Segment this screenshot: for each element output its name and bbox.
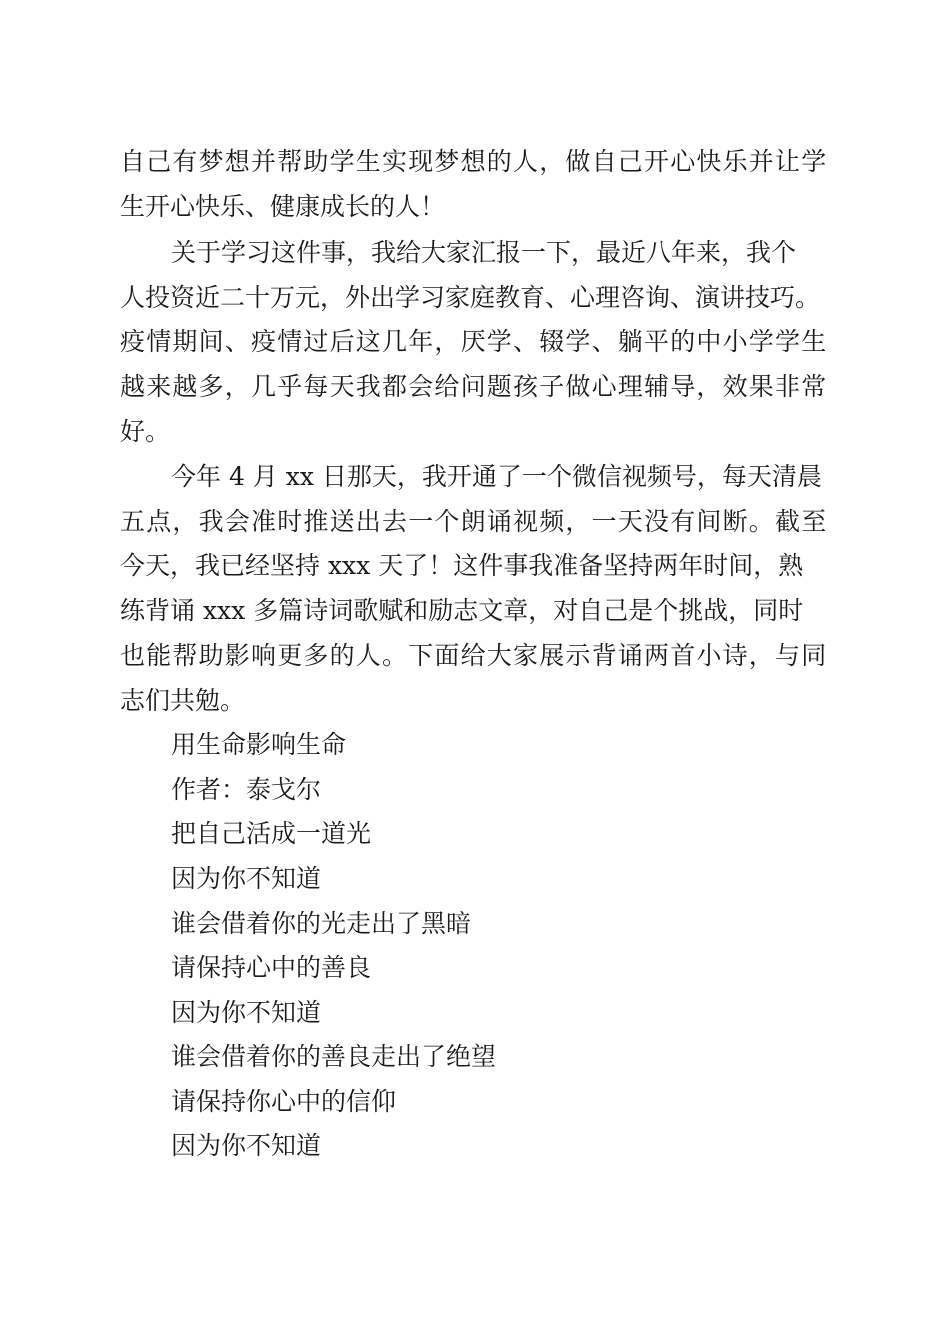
paragraph-line: 志们共勉。 xyxy=(120,686,246,715)
paragraph-line: 人投资近二十万元，外出学习家庭教育、心理咨询、演讲技巧。 xyxy=(120,283,821,312)
paragraph-line: 生开心快乐、健康成长的人！ xyxy=(120,192,446,221)
paragraph-line: 关于学习这件事，我给大家汇报一下，最近八年来，我个 xyxy=(171,238,797,267)
paragraph-line: 好。 xyxy=(120,417,171,446)
poem-line: 谁会借着你的光走出了黑暗 xyxy=(171,909,472,938)
poem-line: 因为你不知道 xyxy=(171,864,322,893)
poem-line: 请保持心中的善良 xyxy=(171,953,372,982)
poem-line: 谁会借着你的善良走出了绝望 xyxy=(171,1042,497,1071)
poem-author: 作者：泰戈尔 xyxy=(171,775,322,804)
paragraph-line: 自己有梦想并帮助学生实现梦想的人，做自己开心快乐并让学 xyxy=(120,147,828,176)
paragraph-line: 疫情期间、疫情过后这几年，厌学、辍学、躺平的中小学学生 xyxy=(120,327,828,356)
paragraph-line: 也能帮助影响更多的人。下面给大家展示背诵两首小诗，与同 xyxy=(120,641,828,670)
poem-line: 因为你不知道 xyxy=(171,998,322,1027)
paragraph-line: 越来越多，几乎每天我都会给问题孩子做心理辅导，效果非常 xyxy=(120,372,828,401)
paragraph-line: 练背诵 xxx 多篇诗词歌赋和励志文章，对自己是个挑战，同时 xyxy=(120,596,804,625)
paragraph-line: 今天，我已经坚持 xxx 天了！这件事我准备坚持两年时间，熟 xyxy=(120,551,804,580)
poem-line: 因为你不知道 xyxy=(171,1131,322,1160)
document-page xyxy=(120,0,830,1344)
poem-line: 请保持你心中的信仰 xyxy=(171,1087,397,1116)
poem-line: 把自己活成一道光 xyxy=(171,819,372,848)
paragraph-line: 今年 4 月 xx 日那天，我开通了一个微信视频号，每天清晨 xyxy=(171,462,822,491)
poem-title: 用生命影响生命 xyxy=(171,730,347,759)
paragraph-line: 五点，我会准时推送出去一个朗诵视频，一天没有间断。截至 xyxy=(120,507,828,536)
